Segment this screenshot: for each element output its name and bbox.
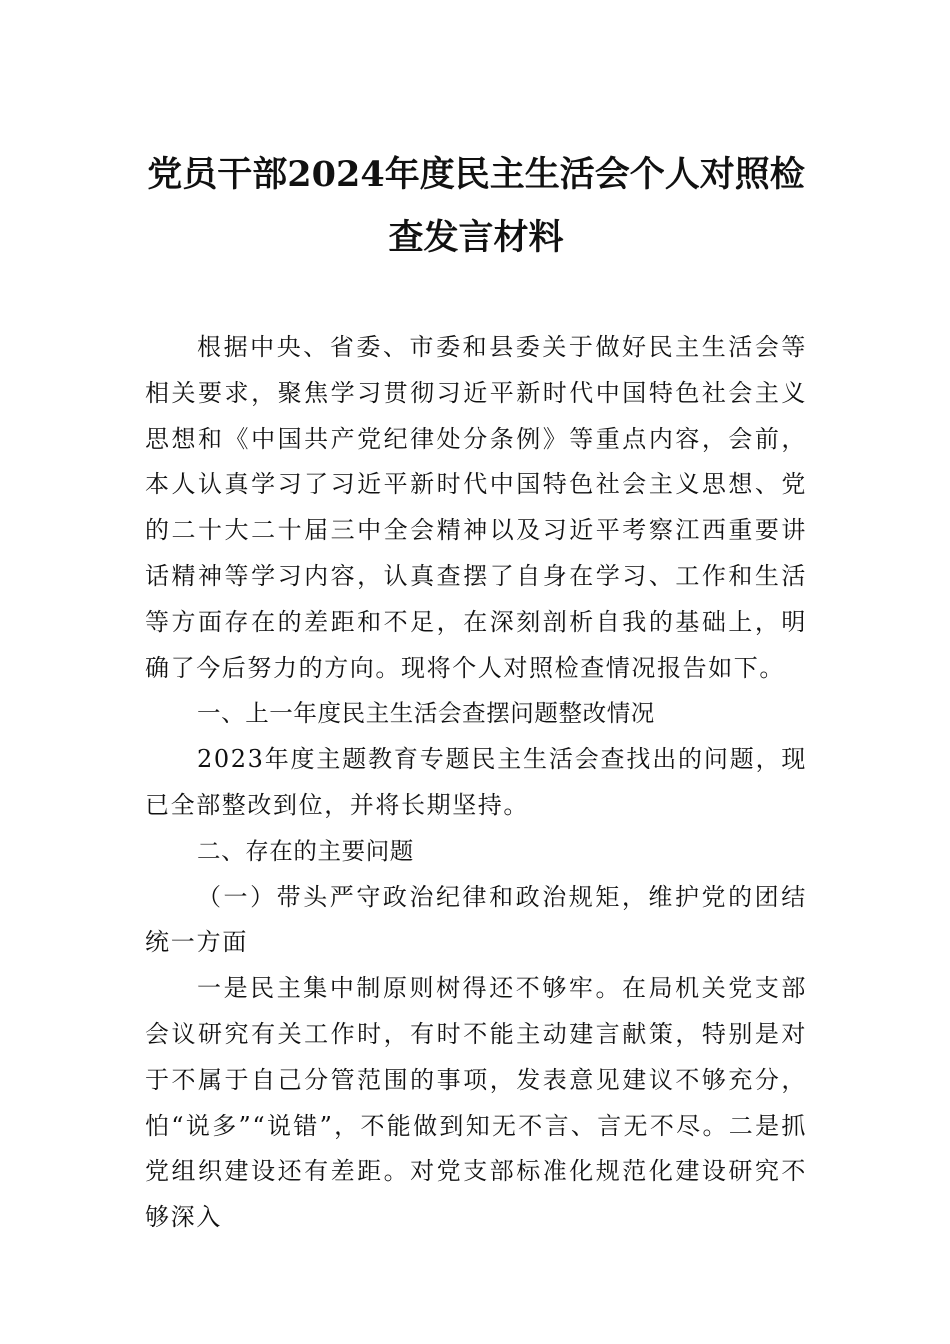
subsection-1-paragraph: 一是民主集中制原则树得还不够牢。在局机关党支部会议研究有关工作时，有时不能主动建言献策，特别是对于不属于自己分管范围的事项，发表意见建议不够充分，怕“说多”“说错”，不能做到知无不言、言无不尽。二是抓党组织建设还有差距。对党支部标准化规范化建设研究不够深入	[145, 974, 807, 1232]
document-body	[145, 325, 807, 1241]
subsection-heading-1: （一）带头严守政治纪律和政治规矩，维护党的团结统一方面	[145, 882, 807, 957]
document-page	[145, 0, 807, 1241]
intro-paragraph: 根据中央、省委、市委和县委关于做好民主生活会等相关要求，聚焦学习贯彻习近平新时代中国特色社会主义思想和《中国共产党纪律处分条例》等重点内容，会前，本人认真学习了习近平新时代中国特色社会主义思想、党的二十大二十届三中全会精神以及习近平考察江西重要讲话精神等学习内容，认真查摆了自身在学习、工作和生活等方面存在的差距和不足，在深刻剖析自我的基础上，明确了今后努力的方向。现将个人对照检查情况报告如下。	[145, 333, 807, 682]
section-1-paragraph: 2023年度主题教育专题民主生活会查找出的问题，现已全部整改到位，并将长期坚持。	[145, 745, 807, 819]
section-heading-1: 一、上一年度民主生活会查摆问题整改情况	[197, 699, 655, 728]
section-heading-2: 二、存在的主要问题	[197, 836, 414, 865]
document-title: 党员干部2024年度民主生活会个人对照检查发言材料	[147, 154, 805, 258]
